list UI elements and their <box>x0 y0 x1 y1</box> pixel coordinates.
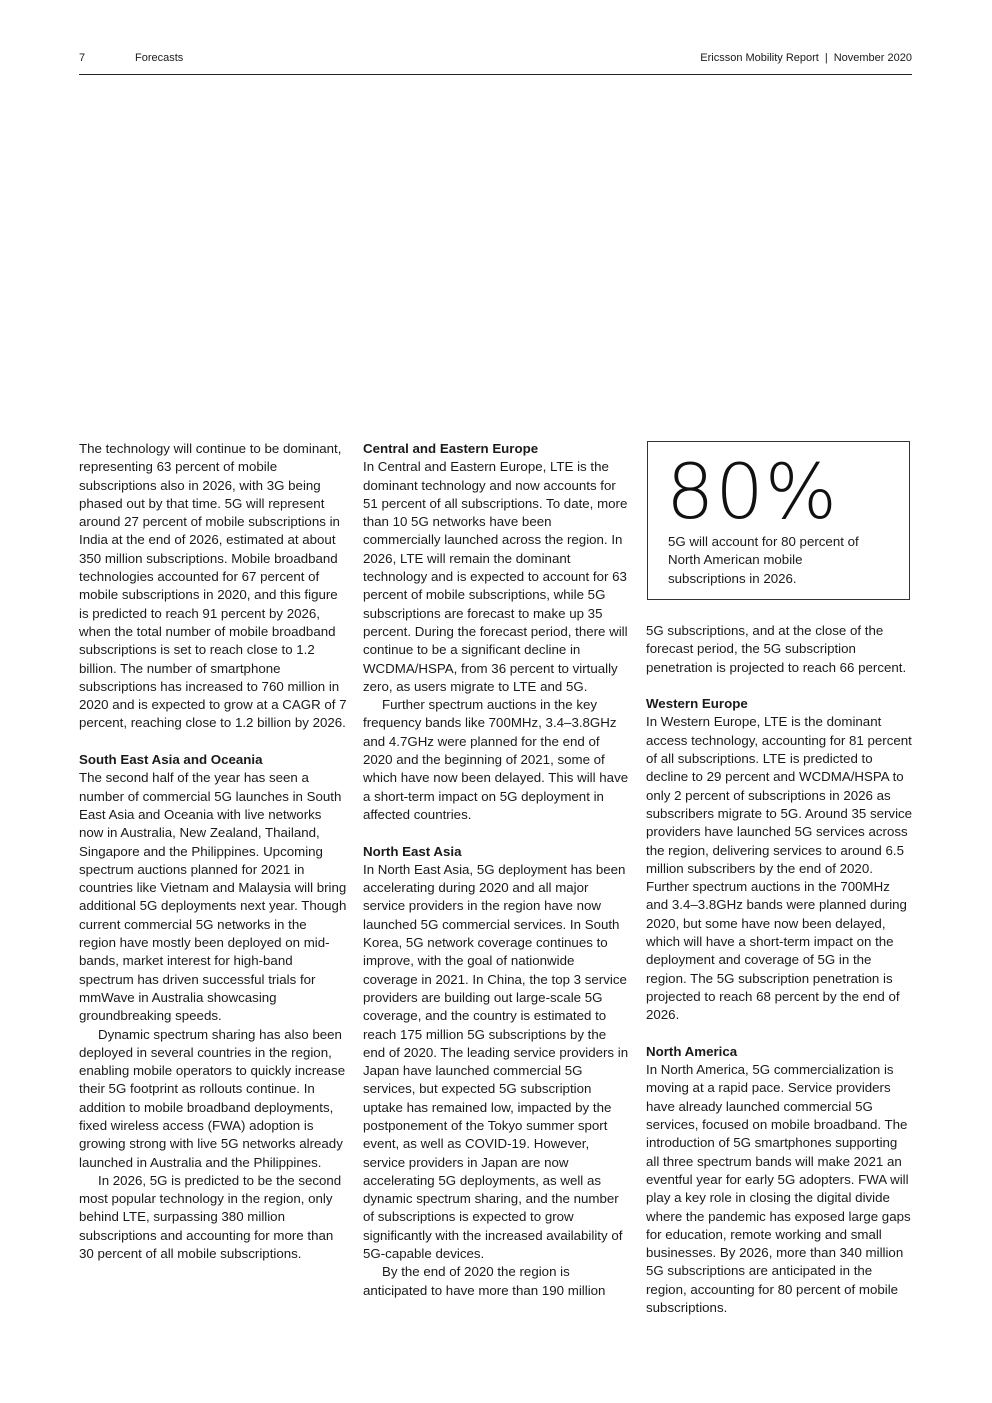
paragraph-north-america: In North America, 5G commercialization is moving at a rapid pace. Service providers have already launched commercial 5G services, focused on mobile broadband. The introduction of 5G smartphones supporting all three spectrum bands will make 2021 an eventful year for early 5G adopters. FWA will play a key role in closing the digital divide where the pandemic has exposed large gaps for education, remote working and small businesses. By 2026, more than 340 million 5G subscriptions are anticipated in the region, accounting for 80 percent of mobile subscriptions. <box>646 1062 911 1315</box>
paragraph-nea-1: In North East Asia, 5G deployment has been accelerating during 2020 and all major service providers in the region have now launched 5G commercial services. In South Korea, 5G network coverage continues to improve, with the goal of nationwide coverage in 2021. In China, the top 3 service providers are building out large-scale 5G coverage, and the country is estimated to reach 175 million 5G subscriptions by the end of 2020. The leading service providers in Japan have launched commercial 5G services, but expected 5G subscription uptake has remained low, impacted by the postponement of the Tokyo summer sport event, as well as COVID-19. However, service providers in Japan are now accelerating 5G deployments, as well as dynamic spectrum sharing, and the number of subscriptions is expected to grow significantly with the increased availability of 5G-capable devices. <box>363 861 629 1262</box>
spacer <box>646 677 914 695</box>
page-number: 7 <box>79 52 86 64</box>
column-2 <box>363 440 631 1300</box>
paragraph-western-europe: In Western Europe, LTE is the dominant access technology, accounting for 81 percent of all subscriptions. LTE is predicted to decline to 29 percent and WCDMA/HSPA to only 2 percent of subscriptions in 2026 as subscribers migrate to 5G. Around 35 service providers have launched 5G services across the region, delivering services to around 6.5 million subscribers by the end of 2020. Further spectrum auctions in the 700MHz and 3.4–3.8GHz bands were planned during 2020, but some have now been delayed, which will have a short-term impact on the deployment and coverage of 5G in the region. The 5G subscription penetration is projected to reach 68 percent by the end of 2026. <box>646 714 913 1023</box>
report-title <box>700 52 912 64</box>
paragraph-seao-3: In 2026, 5G is predicted to be the second most popular technology in the region, only behind LTE, surpassing 380 million subscriptions and accounting for more than 30 percent of all mobile subscriptions. <box>79 1172 342 1262</box>
spacer <box>79 733 347 751</box>
heading-central-eastern-europe: Central and Eastern Europe <box>363 441 539 456</box>
section-name: Forecasts <box>135 52 184 64</box>
page-header <box>79 52 912 75</box>
paragraph-cee-1: In Central and Eastern Europe, LTE is the dominant technology and now accounts for 51 percent of all subscriptions. To date, more than 10 5G networks have been commercially launched across the region. In 2026, LTE will remain the dominant technology and is expected to account for 63 percent of mobile subscriptions, while 5G subscriptions are forecast to make up 35 percent. During the forecast period, there will continue to be a significant decline in WCDMA/HSPA, from 36 percent to virtually zero, as users migrate to LTE and 5G. <box>363 459 628 694</box>
highlight-value: 80% <box>666 447 838 536</box>
header-separator: | <box>824 52 828 64</box>
paragraph-nea-2: By the end of 2020 the region is anticipated to have more than 190 million <box>363 1264 606 1298</box>
column-1 <box>79 440 347 1263</box>
heading-western-europe: Western Europe <box>646 696 748 712</box>
paragraph-seao-2: Dynamic spectrum sharing has also been deployed in several countries in the region, enabling mobile operators to quickly increase their 5G footprint as rollouts continue. In addition to mobile broadband deployments, fixed wireless access (FWA) adoption is growing strong with live 5G networks already launched in Australia and the Philippines. <box>79 1026 346 1170</box>
paragraph-nea-continued: 5G subscriptions, and at the close of the forecast period, the 5G subscription penetration is projected to reach 66 percent. <box>646 623 907 675</box>
heading-south-east-asia-oceania: South East Asia and Oceania <box>79 752 263 768</box>
heading-north-america: North America <box>646 1043 738 1059</box>
spacer <box>363 824 631 842</box>
highlight-stat-box <box>647 441 910 600</box>
heading-north-east-asia: North East Asia <box>363 843 462 859</box>
report-name: Ericsson Mobility Report <box>700 52 819 64</box>
report-date: November 2020 <box>833 52 912 64</box>
spacer <box>646 1025 914 1043</box>
paragraph-seao-1: The second half of the year has seen a number of commercial 5G launches in South East Asia and Oceania with live networks now in Australia, New Zealand, Thailand, Singapore and the Philippines. Upcoming spectrum auctions planned for 2021 in countries like Vietnam and Malaysia will bring additional 5G deployments next year. Though current commercial 5G networks in the region have mostly been deployed on mid-bands, market interest for high-band spectrum has driven successful trials for mmWave in Australia showcasing groundbreaking speeds. <box>79 770 347 1024</box>
column-3 <box>646 622 914 1317</box>
highlight-caption: 5G will account for 80 percent of North American mobile subscriptions in 2026. <box>668 534 859 586</box>
paragraph-india: The technology will continue to be dominant, representing 63 percent of mobile subscriptions also in 2026, with 3G being phased out by that time. 5G will represent around 27 percent of mobile subscriptions in India at the end of 2026, estimated at about 350 million subscriptions. Mobile broadband technologies accounted for 67 percent of mobile subscriptions in 2020, and this figure is predicted to reach 91 percent by 2026, when the total number of mobile broadband subscriptions is set to reach close to 1.2 billion. The number of smartphone subscriptions has increased to 760 million in 2020 and is expected to grow at a CAGR of 7 percent, reaching close to 1.2 billion by 2026. <box>79 441 347 731</box>
paragraph-cee-2: Further spectrum auctions in the key frequency bands like 700MHz, 3.4–3.8GHz and 4.7GHz were planned for the end of 2020 and the beginning of 2021, some of which have now been delayed. This will have a short-term impact on 5G deployment in affected countries. <box>363 697 629 822</box>
